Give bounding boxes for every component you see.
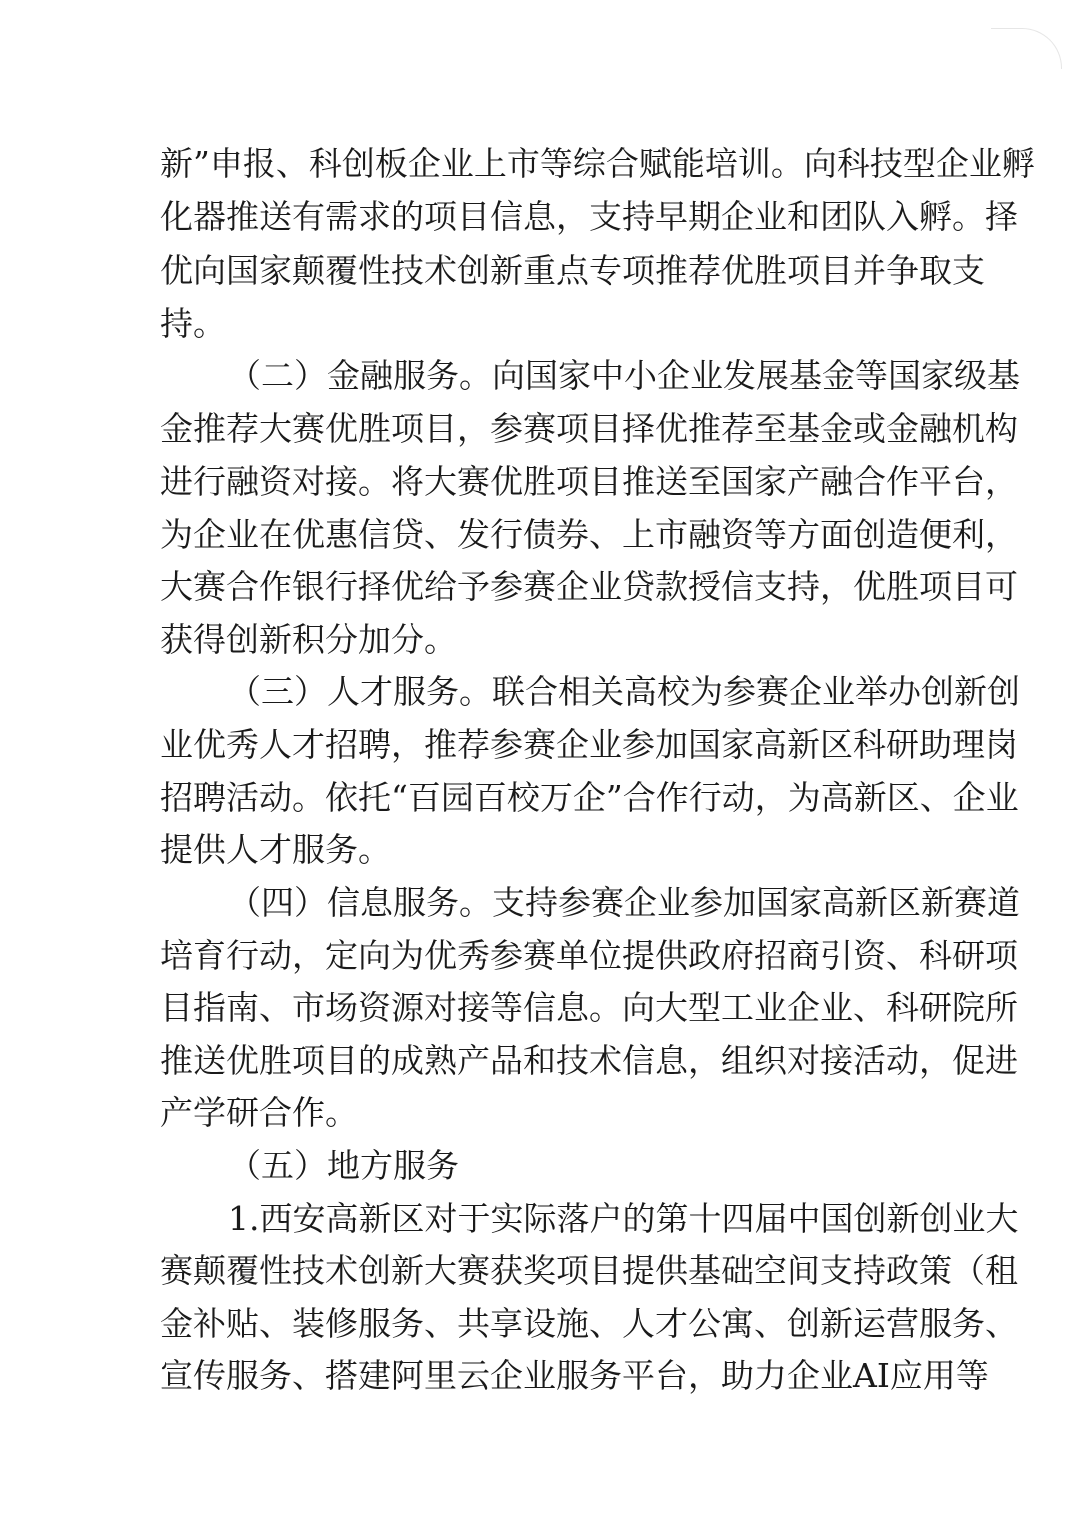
section-heading-line: （三）人才服务。联合相关高校为参赛企业举办创新创 bbox=[228, 672, 1020, 711]
text-line: 获得创新积分加分。 bbox=[160, 620, 457, 659]
text-line: 宣传服务、搭建阿里云企业服务平台，助力企业AI应用等 bbox=[160, 1356, 989, 1395]
text-line: 金补贴、装修服务、共享设施、人才公寓、创新运营服务、 bbox=[160, 1304, 1018, 1343]
text-line: 培育行动，定向为优秀参赛单位提供政府招商引资、科研项 bbox=[160, 936, 1018, 975]
text-line: 金推荐大赛优胜项目，参赛项目择优推荐至基金或金融机构 bbox=[160, 409, 1018, 448]
page-corner-mark bbox=[991, 28, 1062, 69]
text-line: 提供人才服务。 bbox=[160, 830, 391, 869]
text-line: 赛颠覆性技术创新大赛获奖项目提供基础空间支持政策（租 bbox=[160, 1251, 1018, 1290]
section-heading-line: （四）信息服务。支持参赛企业参加国家高新区新赛道 bbox=[228, 883, 1020, 922]
text-line: 产学研合作。 bbox=[160, 1093, 358, 1132]
text-line: 推送优胜项目的成熟产品和技术信息，组织对接活动，促进 bbox=[160, 1041, 1018, 1080]
text-line: 大赛合作银行择优给予参赛企业贷款授信支持，优胜项目可 bbox=[160, 567, 1018, 606]
text-line: 招聘活动。依托“百园百校万企”合作行动，为高新区、企业 bbox=[160, 778, 1019, 817]
text-line: 优向国家颠覆性技术创新重点专项推荐优胜项目并争取支 bbox=[160, 251, 985, 290]
text-line: 新”申报、科创板企业上市等综合赋能培训。向科技型企业孵 bbox=[160, 144, 1035, 183]
section-heading-line: （五）地方服务 bbox=[228, 1146, 459, 1185]
text-line: 业优秀人才招聘，推荐参赛企业参加国家高新区科研助理岗 bbox=[160, 725, 1018, 764]
text-line: 1.西安高新区对于实际落户的第十四届中国创新创业大 bbox=[228, 1199, 1019, 1238]
text-line: 化器推送有需求的项目信息，支持早期企业和团队入孵。择 bbox=[160, 197, 1018, 236]
section-heading-line: （二）金融服务。向国家中小企业发展基金等国家级基 bbox=[228, 356, 1020, 395]
text-line: 持。 bbox=[160, 304, 226, 343]
text-line: 进行融资对接。将大赛优胜项目推送至国家产融合作平台， bbox=[160, 462, 1018, 501]
text-line: 目指南、市场资源对接等信息。向大型工业企业、科研院所 bbox=[160, 988, 1018, 1027]
text-line: 为企业在优惠信贷、发行债券、上市融资等方面创造便利， bbox=[160, 515, 1018, 554]
